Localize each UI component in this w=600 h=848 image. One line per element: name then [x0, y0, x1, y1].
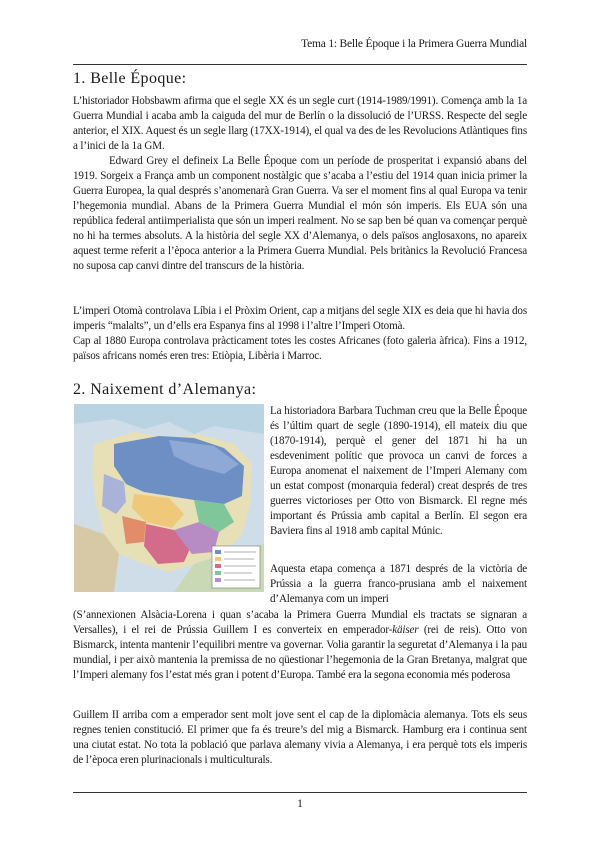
section-title-belle-epoque: 1. Belle Époque:	[73, 70, 187, 87]
paragraph-annexation-bismarck	[73, 608, 527, 683]
paragraph-hobsbawm: L’historiador Hobsbawm afirma que el segle XX és un segle curt (1914-1989/1991). Comença amb la 1a Guerra Mundial i acaba amb la caiguda del mur de Berlín o la dissolució de l’URSS. Respecte del segle anterior, el XIX. Aquest és un segle llarg (17XX-1914), el qual va des de les Revolucions Atlàntiques fins a l’inici de la 1a GM.	[73, 95, 527, 153]
bismarck-text: (rei de reis). Otto von Bismarck, intenta mantenir l’equilibri mentre va governar. Volia garantir la seguretat d’Alemanya i la pau mundial, i per això mantenia la premissa de no qüestionar l’hegemonia de la Gran Bretanya, malgrat que l’Imperi alemany fos l’estat més gran i potent d’Europa. També era la segona economia més poderosa	[73, 624, 528, 682]
footer-rule	[73, 792, 527, 793]
german-empire-map-image	[74, 404, 264, 592]
section-title-naixement: 2. Naixement d’Alemanya:	[73, 381, 257, 398]
paragraph-edward-grey: Edward Grey el defineix La Belle Époque com un període de prosperitat i expansió abans del 1919. Sorgeix a França amb un component nostàlgic que s’acaba a l’estiu del 1914 quan inicia primer la Guerra Europea, la qual després s’anomenarà Gran Guerra. Va ser el moment fins al qual Europa va tenir l’hegemonia mundial. Abans de la Primera Guerra Mundial el món són imperis. Els EUA són una república federal antiimperialista que són un imperi realment. No se sap ben bé quan va començar perquè no hi ha termes absoluts. A la història del segle XX d’Alemanya, o dels països anglosaxons, no apareix aquest terme referit a l’època anterior a la Primera Guerra Mundial. Pels britànics la Revolució Francesa no suposa cap canvi dintre del transcurs de la història.	[73, 155, 527, 273]
page-header: Tema 1: Belle Époque i la Primera Guerra Mundial	[301, 38, 527, 50]
paragraph-1871-stage: Aquesta etapa comença a 1871 després de la victòria de Prússia a la guerra franco-prusiana amb el naixement d’Alemanya com un imperi	[270, 563, 527, 606]
paragraph-ottoman: L’imperi Otomà controlava Líbia i el Pròxim Orient, cap a mitjans del segle XIX es deia que hi havia dos imperis “malalts”, un d’ells era Espanya fins al 1998 i l’altre l’Imperi Otomà.	[73, 305, 527, 333]
kaiser-term: käiser	[392, 624, 419, 637]
map-illustration	[74, 404, 264, 592]
annexation-text: (S’annexionen Alsàcia-Lorena i quan s’acaba la Primera Guerra Mundial els tractats se signaran a Versalles), i el rei de Prússia Guillem I es converteix en emperador-	[73, 609, 527, 637]
paragraph-africa: Cap al 1880 Europa controlava pràcticament totes les costes Africanes (foto galeria àfrica). Fins a 1912, països africans només eren tres: Etiòpia, Libèria i Marroc.	[73, 335, 527, 363]
page-number: 1	[297, 798, 303, 810]
paragraph-guillem-ii: Guillem II arriba com a emperador sent molt jove sent el cap de la diplomàcia alemanya. Tots els seus regnes tenien constitució. El primer que fa és treure’s del mig a Bismarck. Hamburg era i continua sent una ciutat estat. No tota la població que parlava alemany vivia a Alemanya, i era perquè tots els imperis de l’època eren plurinacionals i multiculturals.	[73, 709, 527, 767]
header-rule	[73, 64, 527, 65]
paragraph-tuchman: La historiadora Barbara Tuchman creu que la Belle Époque és l’últim quart de segle (1890-1914), ell mateix diu que (1870-1914), perquè el gener del 1871 hi ha un esdeveniment polític que provoca un canvi de forces a Europa anomenat el naixement de l’Imperi Alemany com un estat compost (monarquia federal) creat després de tres guerres victorioses per Otto von Bismarck. El regne més important és Prússia amb capital a Berlín. El segon era Baviera fins al 1918 amb capital Múnic.	[270, 405, 527, 538]
